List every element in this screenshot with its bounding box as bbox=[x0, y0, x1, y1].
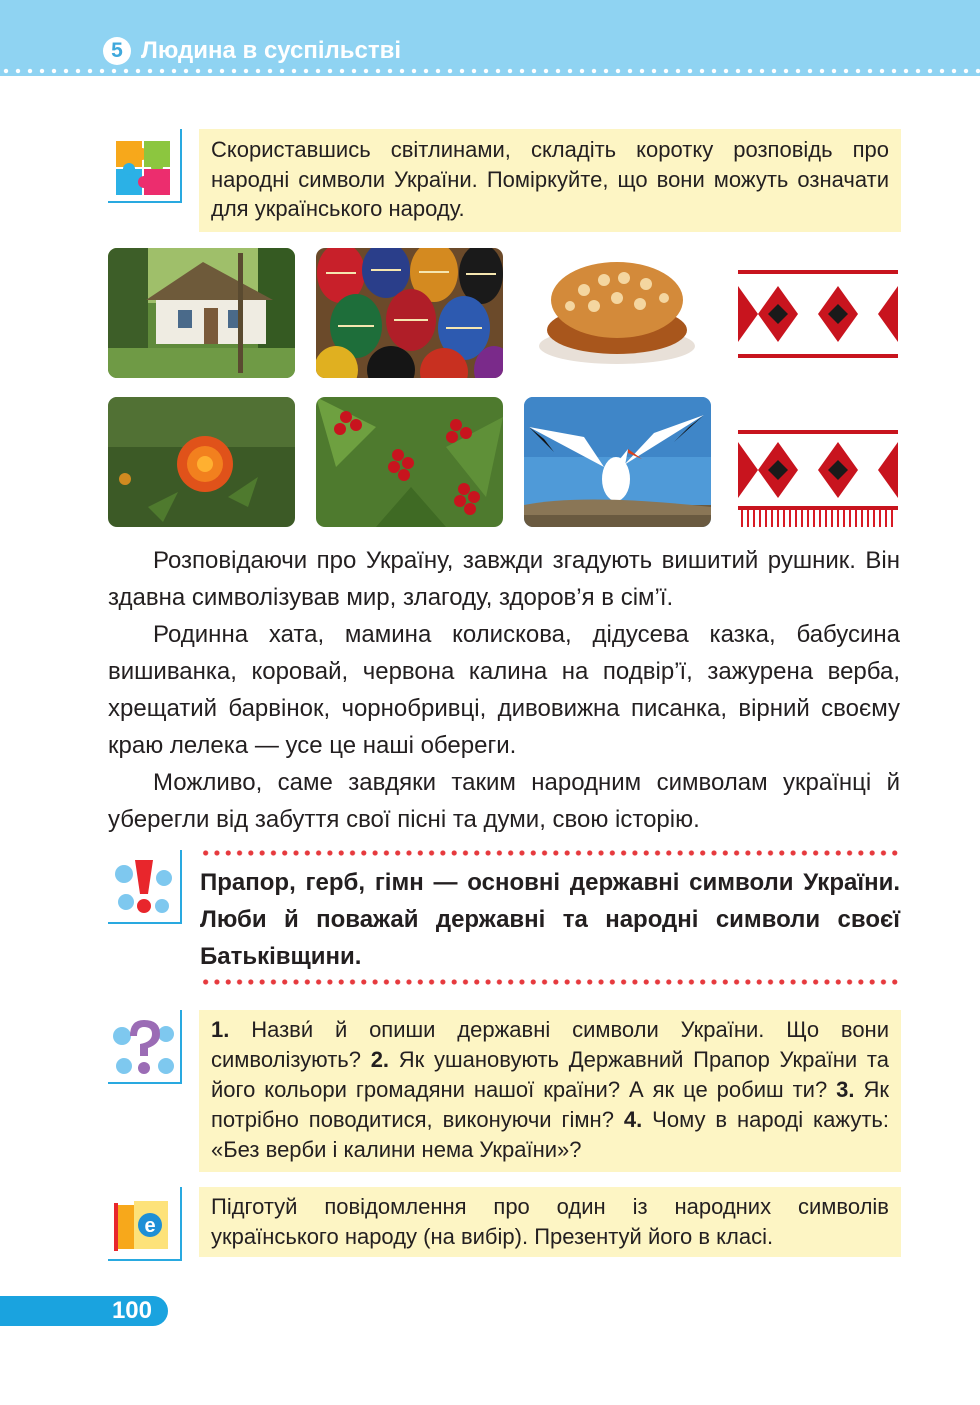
svg-text:e: e bbox=[144, 1215, 156, 1237]
question-icon bbox=[110, 1014, 176, 1080]
project-box bbox=[199, 1187, 901, 1257]
book-e-icon bbox=[110, 1191, 176, 1257]
rule-top-dots bbox=[200, 850, 900, 856]
paragraph: Можливо, саме завдяки таким народним символам українці й уберегли від забуття свої пісні та думи, свою історію. bbox=[108, 769, 900, 833]
viburnum-photo bbox=[316, 397, 503, 527]
question-text: Назви́ й опиши державні символи України. Що вони символізують? bbox=[211, 1017, 889, 1072]
rule-icon-box bbox=[108, 850, 182, 924]
rule-text: Прапор, герб, гімн — основні державні символи України. Люби й поважай державні та народні символи своєї Батьківщини. bbox=[200, 869, 900, 970]
questions-box bbox=[199, 1010, 901, 1172]
paragraph: Розповідаючи про Україну, завжди згадують вишитий рушник. Він здавна символізував мир, злагоду, здоров’я в сім’ї. bbox=[108, 547, 900, 611]
question-text: Як потрібно поводитися, виконуючи гімн? bbox=[211, 1077, 889, 1132]
header-dotted-line bbox=[0, 68, 980, 74]
task-icon-box bbox=[108, 129, 182, 203]
question-number: 1. bbox=[211, 1017, 230, 1042]
questions-icon-box bbox=[108, 1010, 182, 1084]
question-number: 2. bbox=[370, 1047, 390, 1072]
korovai-photo bbox=[524, 248, 711, 378]
question-number: 4. bbox=[623, 1107, 643, 1132]
rushnyk-photo bbox=[738, 248, 898, 527]
question-text: Чому в народі кажуть: «Без верби і калини нема України»? bbox=[211, 1107, 889, 1162]
question-text: Як ушановують Державний Прапор України та його кольори громадяни нашої країни? А як це робиш ти? bbox=[211, 1047, 889, 1102]
task-box bbox=[199, 129, 901, 232]
marigold-photo bbox=[108, 397, 295, 527]
puzzle-icon bbox=[110, 135, 176, 199]
chapter-number-badge: 5 bbox=[103, 37, 131, 65]
page-header bbox=[0, 0, 980, 76]
project-icon-box bbox=[108, 1187, 182, 1261]
exclamation-icon bbox=[110, 854, 176, 920]
paragraph: Родинна хата, мамина колискова, дідусева казка, бабусина вишиванка, коровай, червона калина на подвір’ї, зажурена верба, хрещатий барвінок, чорнобривці, дивовижна писанка, вірний своєму краю лелека — усе це наші обереги. bbox=[108, 621, 900, 759]
project-text: Підготуй повідомлення про один із народних символів українського народу (на вибір). Презентуй його в класі. bbox=[211, 1194, 889, 1249]
questions-text bbox=[211, 1015, 889, 1165]
chapter-title: Людина в суспільстві bbox=[141, 37, 402, 64]
body-text bbox=[108, 542, 900, 838]
task-text: Скориставшись світлинами, складіть коротку розповідь про народні символи України. Поміркуйте, що вони можуть означати для українського народу. bbox=[211, 137, 889, 221]
pysanky-photo bbox=[316, 248, 503, 378]
stork-photo bbox=[524, 397, 711, 527]
house-photo bbox=[108, 248, 295, 378]
question-number: 3. bbox=[836, 1077, 855, 1102]
page-number: 100 bbox=[0, 1296, 168, 1326]
rule-bottom-dots bbox=[200, 979, 900, 985]
